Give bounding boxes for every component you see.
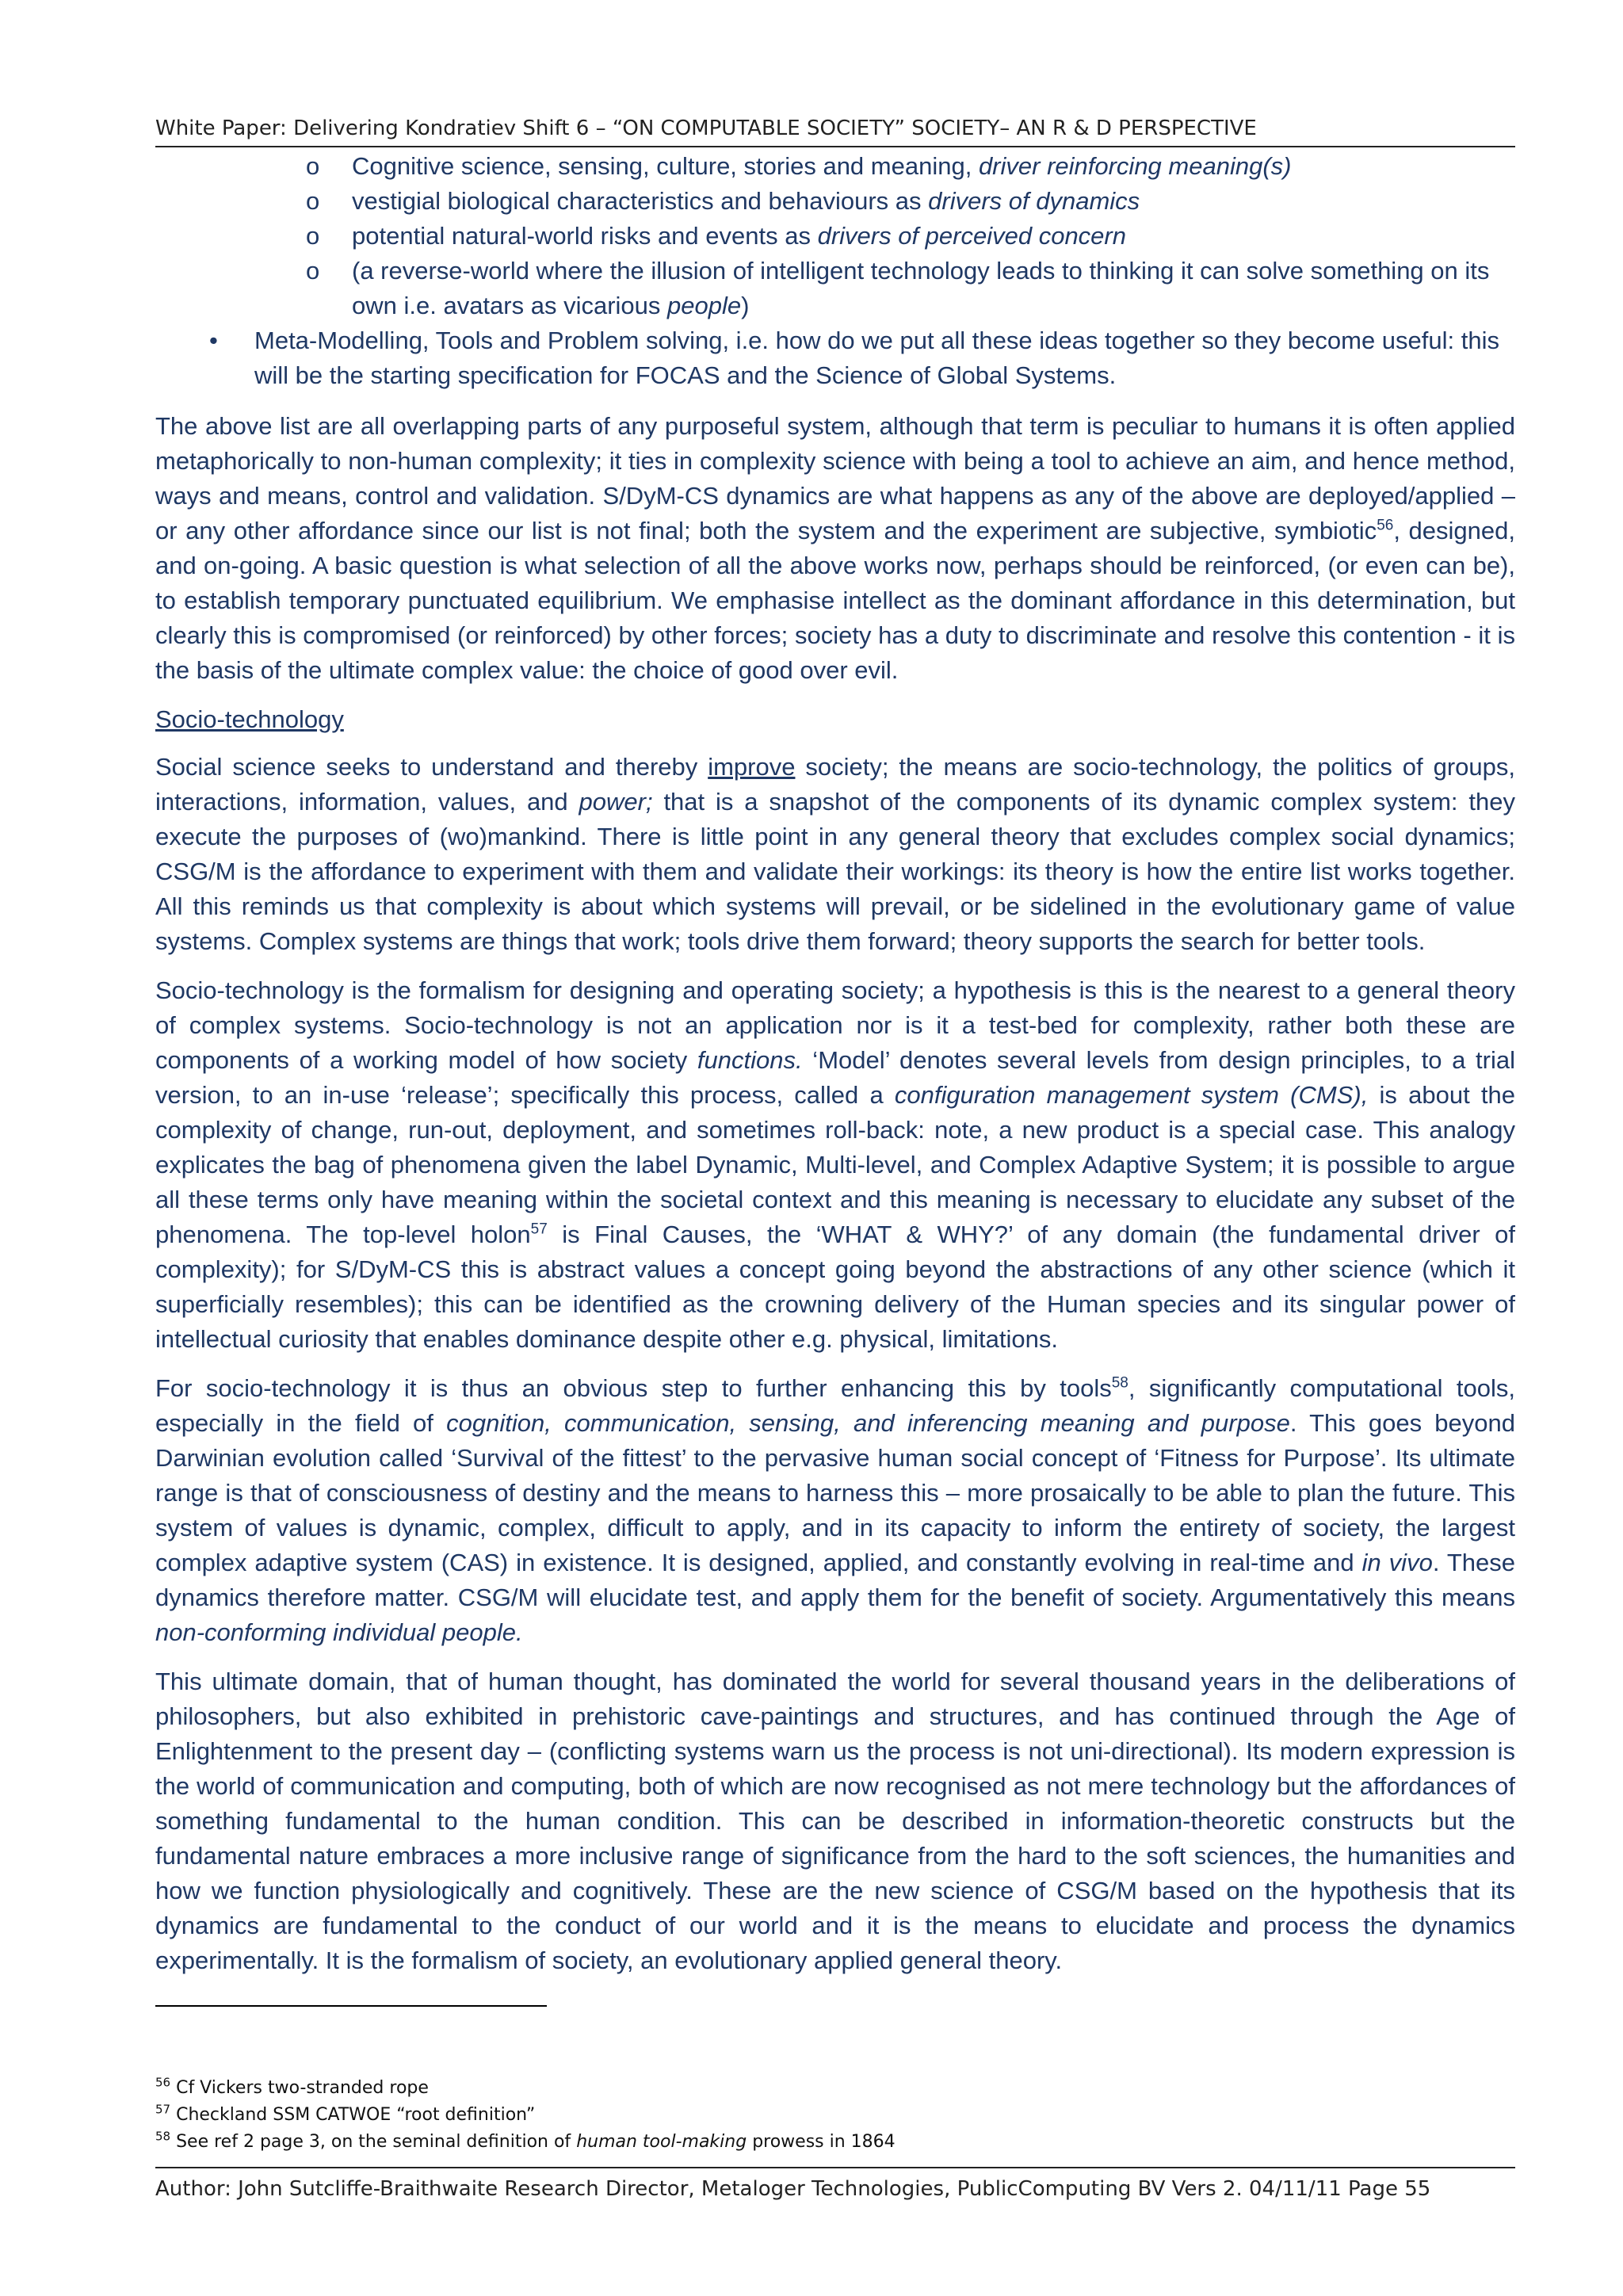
header-title: White Paper: Delivering Kondratiev Shift 6 – “ON COMPUTABLE SOCIETY” SOCIETY– AN R & D PERSPECTIVE [155,117,1257,140]
list-item: o vestigial biological characteristics and behaviours as drivers of dynamics [306,187,1140,215]
footnote-ref-57: 57 [530,1221,548,1238]
main-content [155,149,1515,1992]
paragraph-social-science: Social science seeks to understand and thereby improve society; the means are socio-technology, the politics of groups, interactions, information, values, and power; that is a snapshot of the components of its dynamic complex system: they execute the purposes of (wo)mankind. There is little point in any general theory that excludes complex social dynamics; CSG/M is the affordance to experiment with them and validate their workings: its theory is how the entire list works together. All this reminds us that complexity is about which systems will prevail, or be sidelined in the evolutionary game of value systems. Complex systems are things that work; tools drive them forward; theory supports the search for better tools. [155,753,1515,955]
footnote-57: $^{57}$ Checkland SSM CATWOE “root definition” [155,2102,536,2125]
paragraph-formalism: Socio-technology is the formalism for designing and operating society; a hypothesis is this is the nearest to a general theory of complex systems. Socio-technology is not an application nor is it a test-bed for complexity, rather both these are components of a working model of how society functions. ‘Model’ denotes several levels from design principles, to a trial version, to an in-use ‘release’; specifically this process, called a configuration management system (CMS), is about the complexity of change, run-out, deployment, and sometimes roll-back: note, a new product is a special case. This analogy explicates the bag of phenomena given the label Dynamic, Multi-level, and Complex Adaptive System; it is possible to argue all these terms only have meaning within the societal context and this meaning is necessary to elucidate any subset of the phenomena. The top-level holon$^{57}$ is Final Causes, the ‘WHAT & WHY?’ of any domain (the fundamental driver of complexity); for S/DyM-CS this is abstract values a concept going beyond the abstractions of any other science (which it superficially resembles); this can be identified as the crowning delivery of the Human species and its singular power of intellectual curiosity that enables dominance despite other e.g. physical, limitations. [155,976,1515,1353]
footnote-divider [155,2005,547,2007]
list-item: o potential natural-world risks and events as drivers of perceived concern [306,222,1126,250]
page-footer [155,2167,1515,2205]
footnote-ref-56: 56 [1377,517,1394,534]
list-item: • Meta-Modelling, Tools and Problem solving, i.e. how do we put all these ideas together so they become useful: this will be the starting specification for FOCAS and the Science of Global Systems. [209,327,1499,389]
footnotes [155,2075,1515,2156]
page-header [155,113,1515,147]
footnote-58: $^{58}$ See ref 2 page 3, on the seminal definition of human tool-making prowess in 1864 [155,2129,896,2152]
paragraph-tools: For socio-technology it is thus an obvious step to further enhancing this by tools$^{58}$, significantly computational tools, especially in the field of cognition, communication, sensing, and inferencing meaning and purpose. This goes beyond Darwinian evolution called ‘Survival of the fittest’ to the pervasive human social concept of ‘Fitness for Purpose’. Its ultimate range is that of consciousness of destiny and the means to harness this – more prosaically to be able to plan the future. This system of values is dynamic, complex, difficult to apply, and in its capacity to inform the entirety of society, the largest complex adaptive system (CAS) in existence. It is designed, applied, and constantly evolving in real-time and in vivo. These dynamics therefore matter. CSG/M will elucidate test, and apply them for the benefit of society. Argumentatively this means non-conforming individual people. [155,1374,1515,1646]
paragraph-human-thought: This ultimate domain, that of human thought, has dominated the world for several thousand years in the deliberations of philosophers, but also exhibited in prehistoric cave-paintings and structures, and has continued through the Age of Enlightenment to the present day – (conflicting systems warn us the process is not uni-directional). Its modern expression is the world of communication and computing, both of which are now recognised as not mere technology but the affordances of something fundamental to the human condition. This can be described in information-theoretic constructs but the fundamental nature embraces a more inclusive range of significance from the hard to the soft sciences, the humanities and how we function physiologically and cognitively. These are the new science of CSG/M based on the hypothesis that its dynamics are fundamental to the conduct of our world and it is the means to elucidate and process the dynamics experimentally. It is the formalism of society, an evolutionary applied general theory. [155,1668,1515,1974]
list-item: o (a reverse-world where the illusion of intelligent technology leads to thinking it can solve something on its own i.e. avatars as vicarious people) [306,257,1490,319]
paragraph-purposeful-system: The above list are all overlapping parts of any purposeful system, although that term is peculiar to humans it is often applied metaphorically to non-human complexity; it ties in complexity science with being a tool to achieve an aim, and hence method, ways and means, control and validation. S/DyM-CS dynamics are what happens as any of the above are deployed/applied – or any other affordance since our list is not final; both the system and the experiment are subjective, symbiotic$^{56}$, designed, and on-going. A basic question is what selection of all the above works now, perhaps should be reinforced, (or even can be), to establish temporary punctuated equilibrium. We emphasise intellect as the dominant affordance in this determination, but clearly this is compromised (or reinforced) by other forces; society has a duty to discriminate and resolve this contention - it is the basis of the ultimate complex value: the choice of good over evil. [155,412,1515,684]
footer-text: Author: John Sutcliffe-Braithwaite Research Director, Metaloger Technologies, PublicComputing BV Vers 2. 04/11/11 Page 55 [155,2177,1431,2201]
footnote-56: $^{56}$ Cf Vickers two-stranded rope [155,2075,429,2098]
section-heading: Socio-technology [155,705,344,733]
footnote-ref-58: 58 [1111,1374,1128,1392]
sub-bullet-list [155,149,1515,323]
list-item: o Cognitive science, sensing, culture, stories and meaning, driver reinforcing meaning(s) [306,152,1292,180]
main-bullet-list [155,323,1515,393]
